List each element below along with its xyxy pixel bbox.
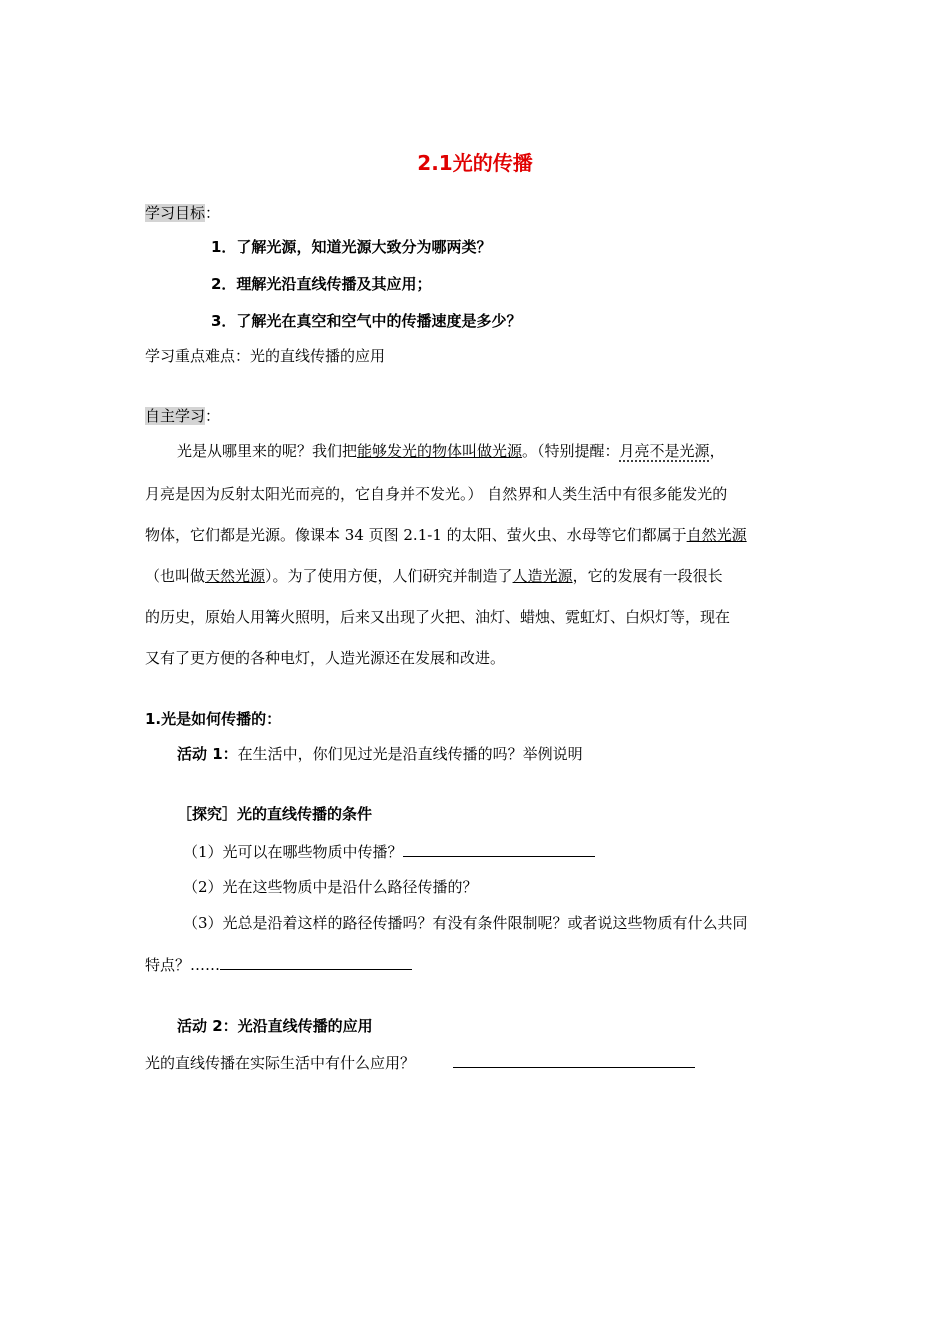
self-study-line-2: 月亮是因为反射太阳光而亮的，它自身并不发光。） 自然界和人类生活中有很多能发光的 [145, 485, 728, 503]
answer-blank-activity-2[interactable] [453, 1053, 695, 1068]
activity-1 [177, 744, 583, 764]
text-run: 。（特别提醒： [522, 442, 620, 460]
moon-not-light-source: 月亮不是光源 [619, 442, 710, 460]
objective-item-2: 2．理解光沿直线传播及其应用； [211, 275, 432, 293]
question-3-line-2 [145, 955, 412, 975]
self-study-heading [145, 406, 220, 426]
self-study-line-6: 又有了更方便的各种电灯，人造光源还在发展和改进。 [145, 649, 506, 667]
question-1-text: （1）光可以在哪些物质中传播？ [183, 843, 403, 861]
objective-item-3: 3．了解光在真空和空气中的传播速度是多少？ [211, 312, 522, 330]
activity-1-label: 活动 1： [177, 745, 238, 763]
activity-1-text: 在生活中，你们见过光是沿直线传播的吗？举例说明 [237, 745, 583, 763]
activity-2-heading: 活动 2：光沿直线传播的应用 [177, 1017, 373, 1035]
section-1-heading: 1.光是如何传播的： [145, 710, 282, 728]
self-study-line-1 [177, 441, 725, 461]
text-run: （也叫做 [145, 567, 206, 585]
light-source-definition: 能够发光的物体叫做光源 [357, 442, 523, 460]
self-study-line-3 [145, 525, 747, 545]
answer-blank-3[interactable] [220, 955, 412, 970]
question-1 [183, 842, 595, 862]
objectives-heading [145, 203, 220, 223]
question-3-line-1: （3）光总是沿着这样的路径传播吗？有没有条件限制呢？或者说这些物质有什么共同 [183, 914, 748, 932]
activity-2-question-text: 光的直线传播在实际生活中有什么应用？ [145, 1054, 416, 1072]
objective-item-1: 1．了解光源，知道光源大致分为哪两类？ [211, 238, 492, 256]
self-study-line-4 [145, 566, 723, 586]
key-points: 学习重点难点：光的直线传播的应用 [145, 347, 386, 365]
self-study-label: 自主学习 [145, 407, 206, 425]
natural-source-alias-term: 天然光源 [205, 567, 266, 585]
page-title: 2.1光的传播 [417, 151, 533, 175]
answer-blank-1[interactable] [403, 842, 595, 857]
question-3-text: 特点？…… [145, 956, 221, 974]
text-run: ，它的发展有一段很长 [572, 567, 723, 585]
explore-heading: ［探究］光的直线传播的条件 [177, 805, 373, 823]
self-study-line-5: 的历史，原始人用篝火照明，后来又出现了火把、油灯、蜡烛、霓虹灯、白炽灯等，现在 [145, 608, 731, 626]
question-2: （2）光在这些物质中是沿什么路径传播的？ [183, 878, 478, 896]
self-study-colon: ： [205, 407, 221, 425]
text-run: ， [709, 442, 725, 460]
objectives-colon: ： [205, 204, 221, 222]
artificial-light-source-term: 人造光源 [512, 567, 573, 585]
text-run: 物体，它们都是光源。像课本 34 页图 2.1-1 的太阳、萤火虫、水母等它们都属于 [145, 526, 687, 544]
natural-light-source-term: 自然光源 [686, 526, 747, 544]
activity-2-question [145, 1053, 695, 1073]
text-run: ）。为了使用方便，人们研究并制造了 [265, 567, 513, 585]
objectives-label: 学习目标 [145, 204, 206, 222]
text-run: 光是从哪里来的呢？我们把 [177, 442, 358, 460]
